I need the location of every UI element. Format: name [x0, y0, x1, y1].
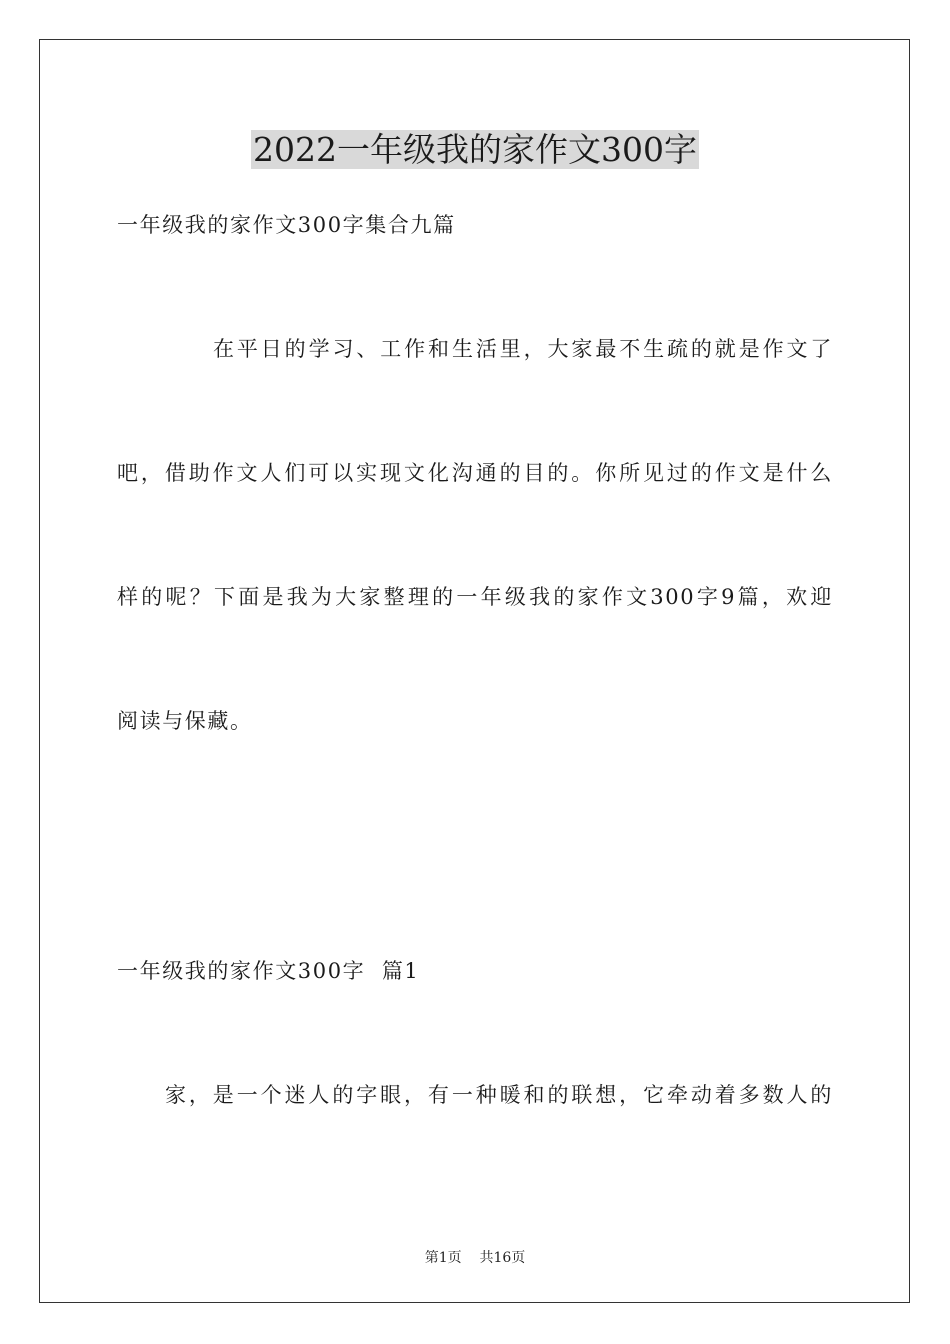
intro-paragraph-line-1: 在平日的学习、工作和生活里，大家最不生疏的就是作文了: [213, 337, 833, 361]
intro-paragraph-line-4: 阅读与保藏。: [117, 709, 253, 733]
section-paragraph-line-1: 家，是一个迷人的字眼，有一种暖和的联想，它牵动着多数人的: [165, 1083, 833, 1107]
document-title: [0, 128, 950, 172]
section-heading: 一年级我的家作文300字 篇1: [117, 959, 420, 983]
intro-paragraph-line-2: 吧，借助作文人们可以实现文化沟通的目的。你所见过的作文是什么: [117, 461, 833, 485]
intro-paragraph-line-3: 样的呢？下面是我为大家整理的一年级我的家作文300字9篇，欢迎: [117, 585, 833, 609]
document-title-text: 2022一年级我的家作文300字: [253, 130, 697, 169]
page-number-footer: 第1页 共16页: [424, 1250, 526, 1266]
document-subtitle: 一年级我的家作文300字集合九篇: [117, 213, 456, 237]
